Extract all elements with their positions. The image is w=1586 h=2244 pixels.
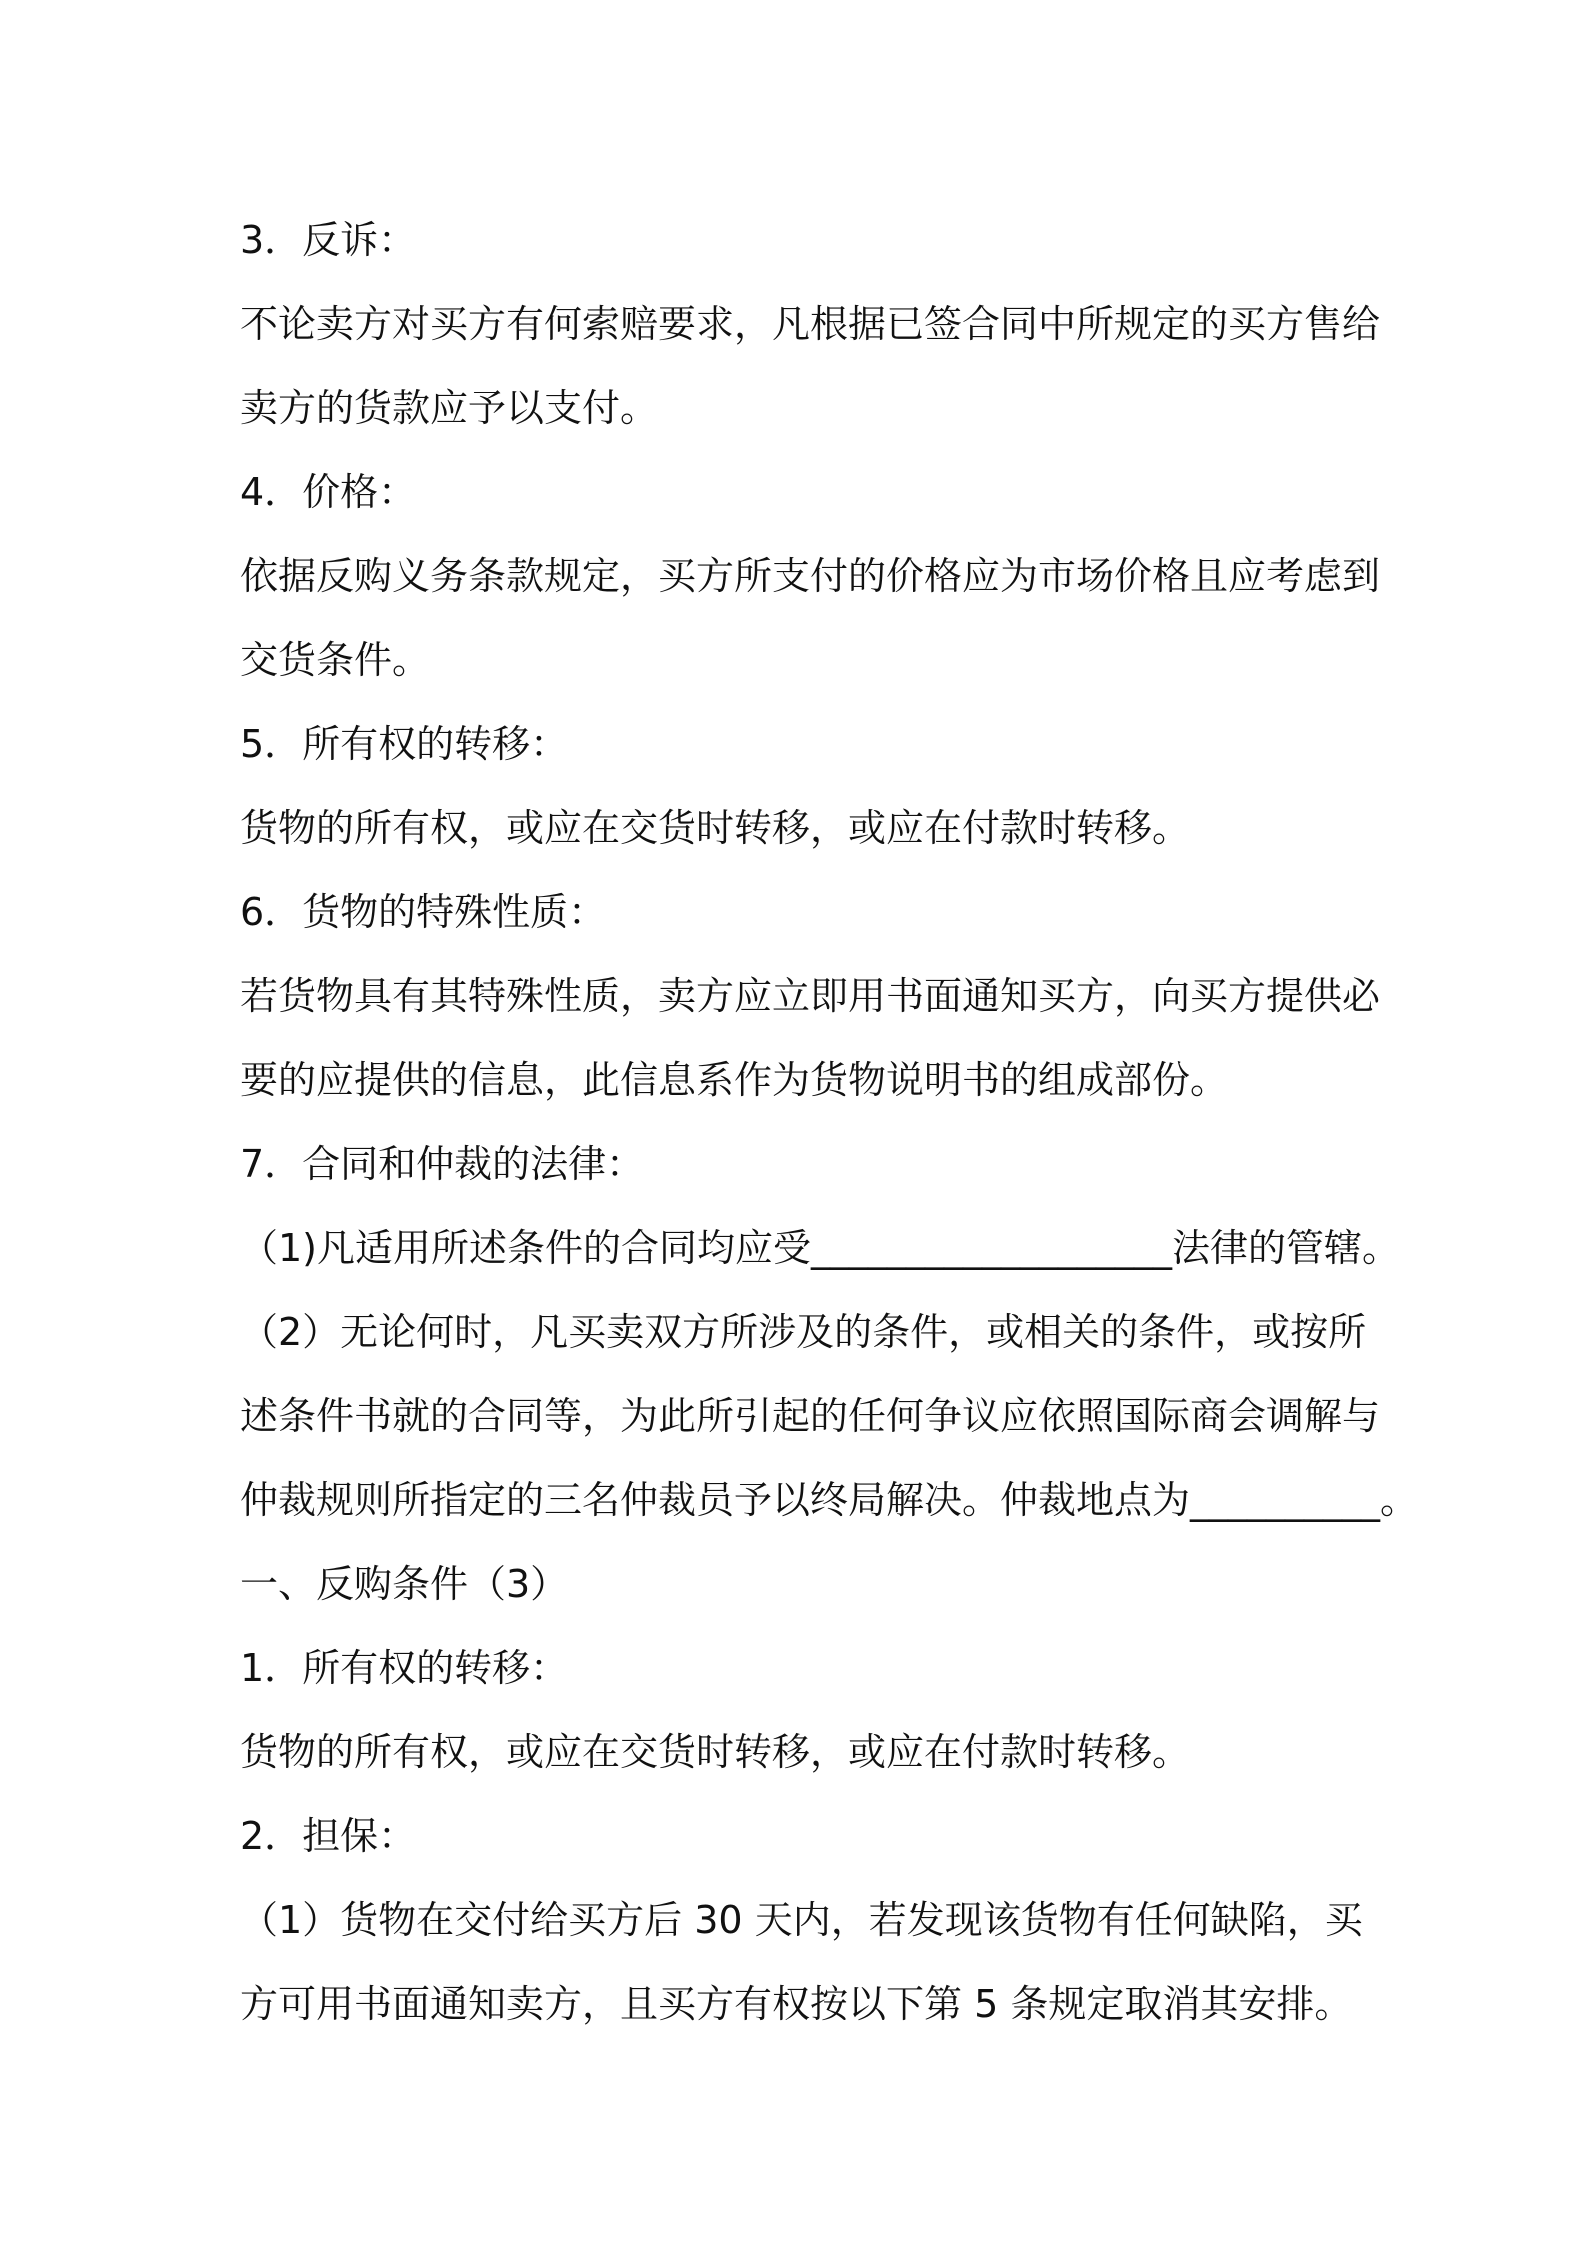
- document-body: [240, 198, 1419, 2046]
- section-heading-law-arbitration: 7．合同和仲裁的法律：: [240, 1142, 645, 1186]
- section-heading-guarantee: 2．担保：: [240, 1814, 417, 1858]
- paragraph-line: 卖方的货款应予以支付。: [240, 386, 659, 430]
- section-heading-ownership-transfer: 5．所有权的转移：: [240, 722, 569, 766]
- paragraph-line: 货物的所有权，或应在交货时转移，或应在付款时转移。: [240, 806, 1191, 850]
- section-heading-price: 4．价格：: [240, 470, 417, 514]
- paragraph-line: 货物的所有权，或应在交货时转移，或应在付款时转移。: [240, 1730, 1191, 1774]
- paragraph-line: 不论卖方对买方有何索赔要求，凡根据已签合同中所规定的买方售给: [240, 302, 1381, 346]
- section-heading-counterclaim: 3．反诉：: [240, 218, 417, 262]
- paragraph-line: 方可用书面通知卖方，且买方有权按以下第 5 条规定取消其安排。: [240, 1982, 1353, 2026]
- section-heading-ownership-transfer: 1．所有权的转移：: [240, 1646, 569, 1690]
- section-heading-special-nature: 6．货物的特殊性质：: [240, 890, 607, 934]
- paragraph-line: 若货物具有其特殊性质，卖方应立即用书面通知买方，向买方提供必: [240, 974, 1381, 1018]
- paragraph-line: （2）无论何时，凡买卖双方所涉及的条件，或相关的条件，或按所: [240, 1310, 1367, 1354]
- chapter-heading-buyback-conditions: 一、反购条件（3）: [240, 1562, 569, 1606]
- paragraph-line: 述条件书就的合同等，为此所引起的任何争议应依照国际商会调解与: [240, 1394, 1381, 1438]
- paragraph-line: 交货条件。: [240, 638, 431, 682]
- paragraph-line: （1)凡适用所述条件的合同均应受___________________法律的管辖。: [240, 1226, 1401, 1270]
- paragraph-line: 要的应提供的信息，此信息系作为货物说明书的组成部份。: [240, 1058, 1229, 1102]
- paragraph-line: 仲裁规则所指定的三名仲裁员予以终局解决。仲裁地点为__________。: [240, 1478, 1419, 1522]
- paragraph-line: 依据反购义务条款规定，买方所支付的价格应为市场价格且应考虑到: [240, 554, 1381, 598]
- paragraph-line: （1）货物在交付给买方后 30 天内，若发现该货物有任何缺陷，买: [240, 1898, 1363, 1942]
